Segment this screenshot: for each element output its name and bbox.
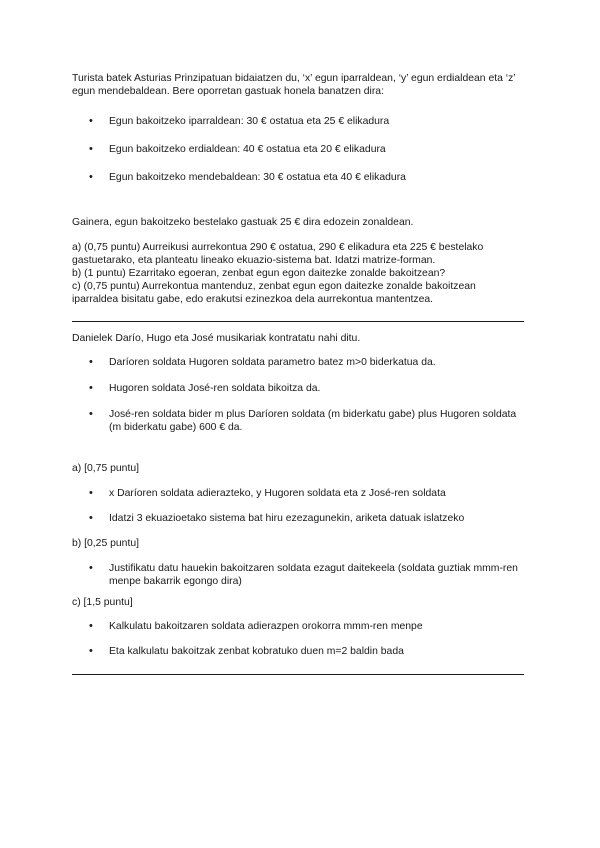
list-item: • Hugoren soldata José-ren soldata bikoitza da.: [72, 382, 524, 395]
section-divider: [72, 321, 524, 322]
problem2-part-c-list: [72, 620, 524, 658]
list-item: • x Daríoren soldata adierazteko, y Hugoren soldata eta z José-ren soldata: [72, 487, 524, 500]
problem2-intro: Danielek Darío, Hugo eta José musikariak kontratatu nahi ditu.: [72, 333, 361, 344]
problem2-part-b-list: [72, 562, 524, 588]
problem1-question-a: a) (0,75 puntu) Aurreikusi aurrekontua 290 € ostatua, 290 € elikadura eta 225 € bestelako gastuetarako, eta planteatu lineako ekuazio-sistema bat. Idatzi matrize-forman.: [72, 242, 484, 266]
problem2-part-a-list: [72, 487, 524, 525]
list-item: • Kalkulatu bakoitzaren soldata adierazpen orokorra mmm-ren menpe: [72, 620, 524, 633]
document-content: [72, 70, 524, 675]
list-item: • Egun bakoitzeko mendebaldean: 30 € ostatua eta 40 € elikadura: [72, 171, 524, 184]
list-item: • Daríoren soldata Hugoren soldata parametro batez m>0 biderkatua da.: [72, 356, 524, 369]
problem1-intro: Turista batek Asturias Prinzipatuan bidaiatzen du, ‘x’ egun iparraldean, ‘y’ egun erdialdean eta ‘z’ egun mendebaldean. Bere oporretan gastuak honela banatzen dira:: [72, 73, 516, 97]
problem2-part-a-label: a) [0,75 puntu]: [72, 463, 140, 474]
problem1-extra-costs: Gainera, egun bakoitzeko bestelako gastuak 25 € dira edozein zonaldean.: [72, 217, 414, 228]
list-item: • Justifikatu datu hauekin bakoitzaren soldata ezagut daitekeela (soldata guztiak mmm-ren menpe bakarrik egongo dira): [72, 562, 524, 588]
list-item: • Eta kalkulatu bakoitzak zenbat kobratuko duen m=2 baldin bada: [72, 645, 524, 658]
list-item: • José-ren soldata bider m plus Daríoren soldata (m biderkatu gabe) plus Hugoren soldata (m biderkatu gabe) 600 € da.: [72, 408, 524, 434]
list-item: • Egun bakoitzeko erdialdean: 40 € ostatua eta 20 € elikadura: [72, 143, 524, 156]
problem1-expense-list: [72, 115, 524, 184]
list-item: • Idatzi 3 ekuazioetako sistema bat hiru ezezagunekin, ariketa datuak islatzeko: [72, 512, 524, 525]
problem1-question-c: c) (0,75 puntu) Aurrekontua mantenduz, zenbat egun egon daitezke zonalde bakoitzean iparraldea bisitatu gabe, edo erakutsi ezinezkoa dela aurrekontua mantentzea.: [72, 281, 476, 305]
problem2-part-c-label: c) [1,5 puntu]: [72, 597, 133, 608]
problem2-part-b-label: b) [0,25 puntu]: [72, 538, 140, 549]
problem1-question-b: b) (1 puntu) Ezarritako egoeran, zenbat egun egon daitezke zonalde bakoitzean?: [72, 268, 446, 279]
list-item: • Egun bakoitzeko iparraldean: 30 € ostatua eta 25 € elikadura: [72, 115, 524, 128]
problem2-conditions-list: [72, 356, 524, 434]
section-divider: [72, 674, 524, 675]
